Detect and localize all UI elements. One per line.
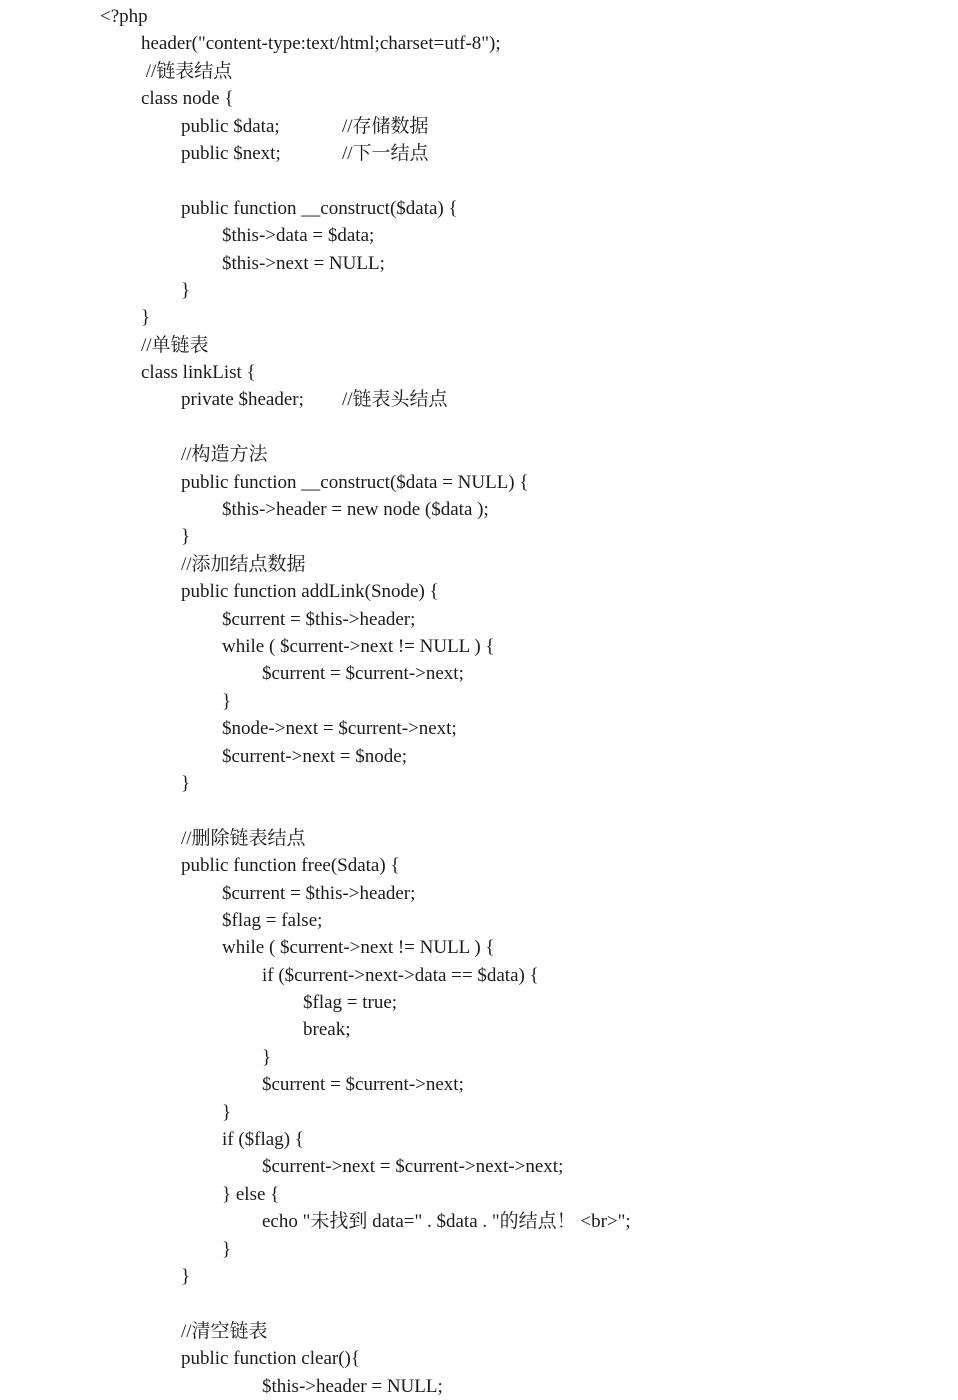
code-text: class linkList { [141,362,256,384]
code-text: if ($flag) { [222,1129,304,1151]
code-line [0,1126,958,1153]
code-line [0,1208,958,1235]
code-text: <?php [100,6,148,27]
code-listing [0,3,958,1400]
code-line [0,1290,958,1317]
code-line [0,880,958,907]
code-line [0,1044,958,1071]
code-line [0,715,958,742]
code-line [0,496,958,523]
code-text: } else { [222,1183,280,1205]
code-comment: //下一结点 [342,142,429,164]
code-line [0,414,958,441]
code-text: public function free(Sdata) { [181,855,400,877]
code-line [0,797,958,824]
code-line [0,277,958,304]
code-line [0,743,958,770]
code-line [0,195,958,222]
code-text: $this->header = NULL; [262,1375,443,1397]
code-line [0,469,958,496]
code-text: public function __construct($data) { [181,197,458,219]
code-text: } [181,526,191,548]
code-comment: //存储数据 [342,115,429,137]
code-line [0,1318,958,1345]
code-line [0,578,958,605]
code-text: } [181,279,191,301]
code-text: } [141,307,151,329]
code-text: public function addLink(Snode) { [181,581,439,603]
code-text: $node->next = $current->next; [222,718,457,740]
code-text: $current->next = $current->next->next; [262,1156,564,1178]
code-line [0,3,958,30]
code-line [0,58,958,85]
code-text: } [222,690,232,712]
code-text: //添加结点数据 [181,553,306,575]
code-line [0,551,958,578]
code-line [0,523,958,550]
code-text: while ( $current->next != NULL ) { [222,635,495,657]
code-line [0,1236,958,1263]
code-line [0,113,958,140]
code-line [0,660,958,687]
code-text: $this->data = $data; [222,225,375,247]
code-text: public $next; [181,142,281,164]
code-text: } [222,1238,232,1260]
code-text: $this->header = new node ($data ); [222,499,489,521]
code-line [0,30,958,57]
code-line [0,1016,958,1043]
code-text: //链表结点 [141,60,233,82]
code-text: echo "未找到 data=" . $data . "的结点！ <br>"; [262,1211,631,1233]
code-comment: //链表头结点 [342,389,448,411]
code-line [0,1071,958,1098]
code-line [0,1099,958,1126]
code-line [0,332,958,359]
code-line [0,989,958,1016]
code-line [0,1373,958,1400]
code-line [0,140,958,167]
code-text: break; [303,1019,351,1041]
code-text: if ($current->next->data == $data) { [262,964,539,986]
code-text: public function __construct($data = NULL) { [181,471,529,493]
code-line [0,606,958,633]
code-text: $current = $this->header; [222,608,416,630]
code-line [0,1263,958,1290]
code-line [0,825,958,852]
code-text: } [181,772,191,794]
code-line [0,222,958,249]
code-line [0,441,958,468]
code-text: while ( $current->next != NULL ) { [222,937,495,959]
code-text: //构造方法 [181,444,268,466]
code-line [0,907,958,934]
code-line [0,934,958,961]
code-text: header("content-type:text/html;charset=utf-8"); [141,33,501,55]
code-line [0,304,958,331]
code-line [0,852,958,879]
code-line [0,386,958,413]
code-text: private $header; [181,389,304,411]
code-text: class node { [141,88,234,110]
code-text: //清空链表 [181,1320,268,1342]
code-text: //删除链表结点 [181,827,306,849]
code-line [0,359,958,386]
code-text: $this->next = NULL; [222,252,385,274]
code-text: public function clear(){ [181,1348,360,1370]
code-line [0,633,958,660]
code-text: } [262,1046,272,1068]
code-line [0,688,958,715]
code-line [0,85,958,112]
code-text: $current = $current->next; [262,663,464,685]
code-line [0,962,958,989]
code-text: } [222,1101,232,1123]
code-line [0,1345,958,1372]
code-text: $current->next = $node; [222,745,407,767]
code-text: //单链表 [141,334,209,356]
code-text: $flag = true; [303,992,398,1014]
code-line [0,1153,958,1180]
code-text: $current = $this->header; [222,882,416,904]
code-text: $current = $current->next; [262,1074,464,1096]
code-text: public $data; [181,115,280,137]
code-line [0,250,958,277]
code-line [0,1181,958,1208]
code-text: $flag = false; [222,909,323,931]
code-text: } [181,1265,191,1287]
code-line [0,770,958,797]
code-line [0,167,958,194]
